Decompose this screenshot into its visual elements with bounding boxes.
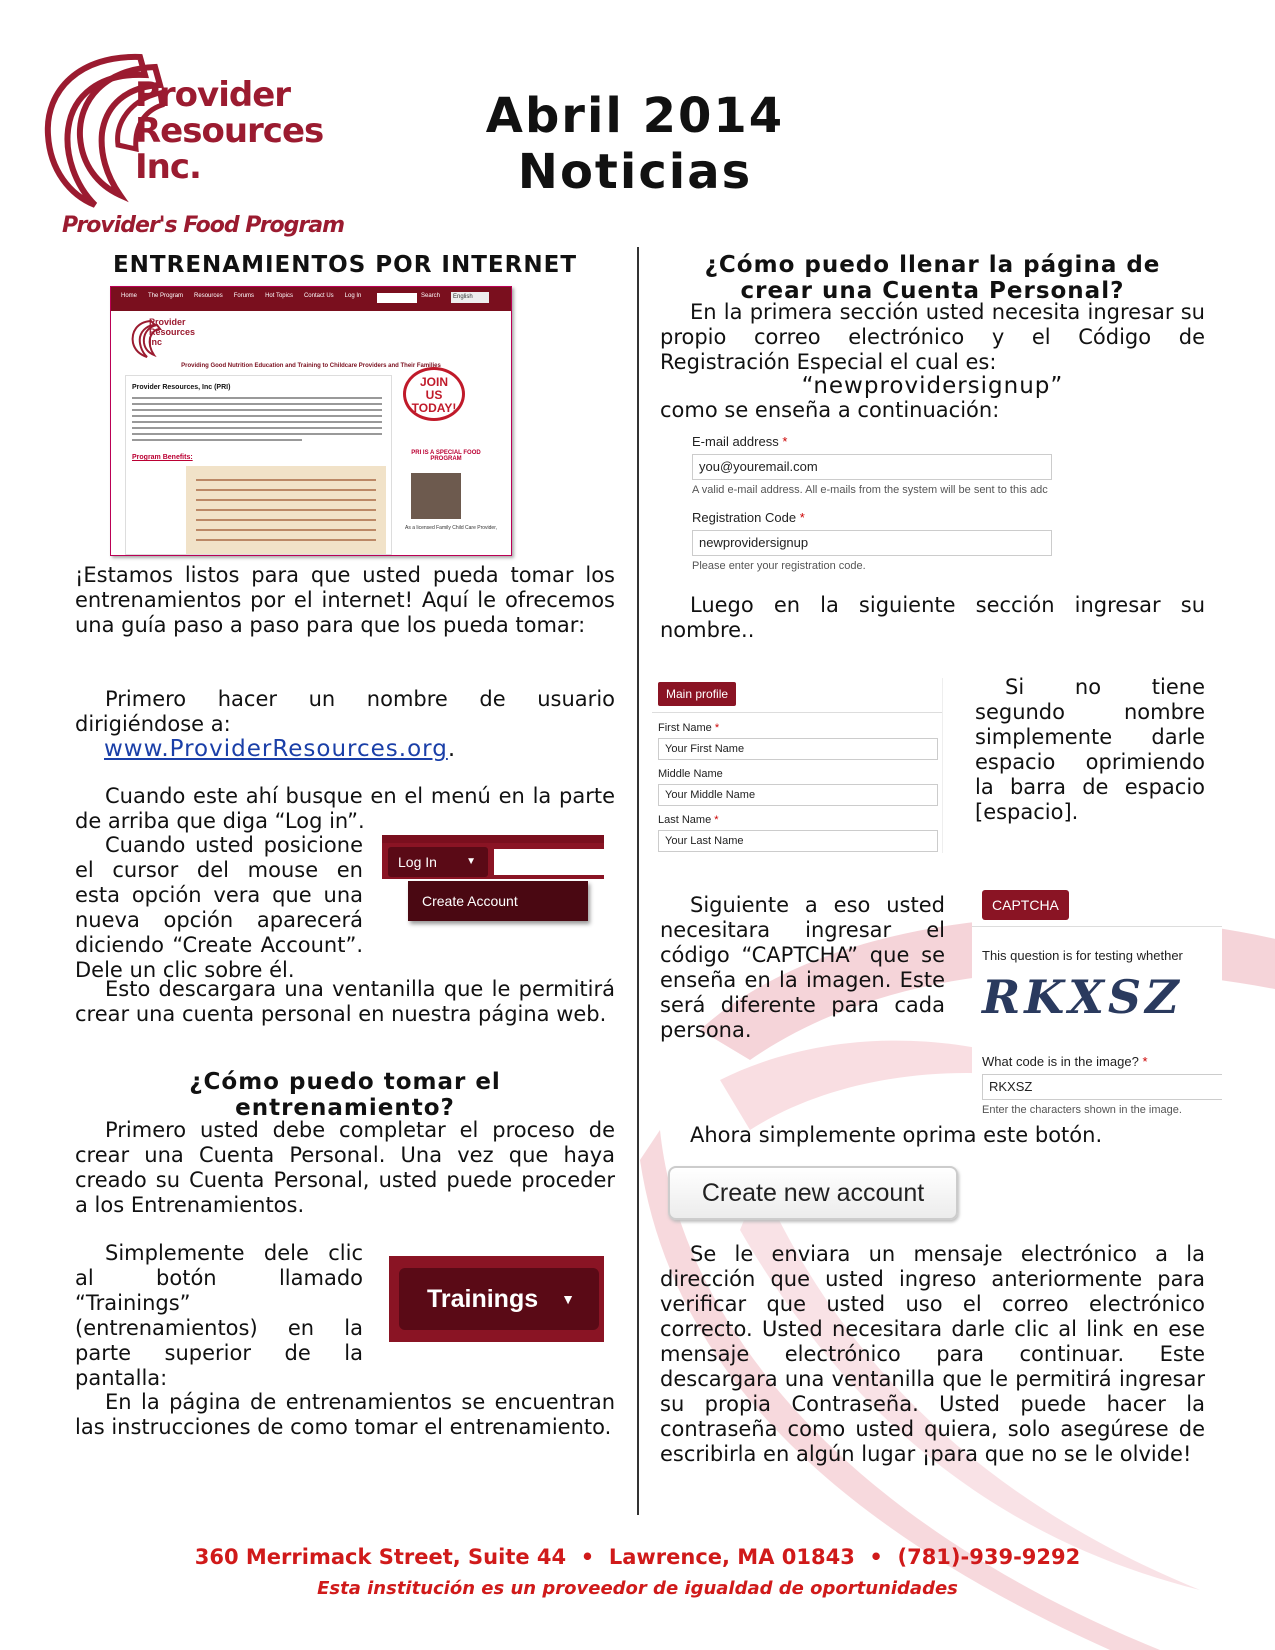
site-nav-item[interactable]: Home: [121, 293, 138, 299]
site-nav-item[interactable]: Log In: [344, 293, 362, 299]
site-search-button[interactable]: Search: [421, 293, 441, 299]
registration-code-text: “newprovidersignup”: [801, 373, 1064, 399]
captcha-prompt: What code is in the image? *: [982, 1054, 1148, 1069]
email-hint: A valid e-mail address. All e-mails from the system will be sent to this adc: [692, 484, 1048, 496]
website-screenshot: [110, 286, 512, 556]
registration-code-label: Registration Code *: [692, 510, 805, 525]
site-search-box[interactable]: [377, 293, 417, 303]
company-logo: [40, 45, 370, 245]
join-us-badge[interactable]: [403, 367, 465, 421]
right-heading-line-1: ¿Cómo puedo llenar la página de: [704, 252, 1161, 278]
middle-name-field[interactable]: Your Middle Name: [658, 784, 938, 806]
left-paragraph-7: Simplemente dele clic al botón llamado “Trainings” (entrenamientos) en la parte superior de la pantalla:: [75, 1241, 363, 1390]
tab-captcha[interactable]: CAPTCHA: [982, 890, 1069, 920]
right-paragraph-5: Ahora simplemente oprima este botón.: [690, 1123, 1103, 1147]
first-name-field[interactable]: Your First Name: [658, 738, 938, 760]
join-line-1: JOIN: [419, 375, 448, 389]
chevron-down-icon: ▼: [561, 1291, 575, 1307]
left-heading: ENTRENAMIENTOS POR INTERNET: [112, 252, 578, 278]
left-paragraph-5: Esto descargara una ventanilla que le permitirá crear una cuenta personal en nuestra página web.: [75, 977, 615, 1026]
right-paragraph-1: En la primera sección usted necesita ingresar su propio correo electrónico y el Código de Registración Especial el cual es:: [660, 300, 1205, 374]
logo-line-2: Resources: [135, 111, 324, 151]
create-new-account-button[interactable]: Create new account: [668, 1166, 958, 1220]
left-paragraph-6: Primero usted debe completar el proceso de crear una Cuenta Personal. Una vez que haya creado su Cuenta Personal, usted puede proceder a los Entrenamientos.: [75, 1118, 615, 1217]
left-paragraph-8: En la página de entrenamientos se encuentran las instrucciones de como tomar el entrenamiento.: [75, 1390, 615, 1439]
captcha-image: RKXSZ: [982, 970, 1183, 1024]
site-language-select[interactable]: English: [451, 292, 489, 303]
tab-main-profile[interactable]: Main profile: [658, 682, 736, 706]
last-name-field[interactable]: Your Last Name: [658, 830, 938, 852]
join-line-3: TODAY!: [411, 401, 457, 415]
login-search-box[interactable]: [494, 849, 604, 875]
join-line-2: US: [425, 388, 443, 402]
registration-form-screenshot: [692, 430, 1072, 575]
captcha-divider: [972, 926, 1222, 927]
site-article-text-lines: [132, 396, 382, 444]
logo-line-1: Provider: [135, 75, 291, 115]
right-paragraph-4: Siguiente a eso usted necesitara ingresar el código “CAPTCHA” que se enseña en la imagen. Este será diferente para cada persona.: [660, 893, 945, 1042]
trainings-screenshot: [389, 1256, 604, 1342]
site-photo: [411, 473, 461, 519]
flyer-text-lines: [186, 466, 386, 554]
left-paragraph-4: Cuando usted posicione el cursor del mouse en esta opción vera que una nueva opción aparecerá diciendo “Create Account”. Dele un clic sobre él.: [75, 833, 363, 982]
trainings-label: Trainings: [427, 1285, 539, 1313]
tab-divider: [652, 712, 942, 713]
captcha-question: This question is for testing whether: [982, 948, 1183, 963]
last-name-label: Last Name *: [658, 814, 719, 826]
heading-2-line-1: ¿Cómo puedo tomar el: [189, 1069, 501, 1095]
title-date: Abril 2014: [485, 88, 785, 144]
site-navbar: [111, 287, 511, 311]
site-flyer-image: [186, 466, 386, 554]
login-menu-screenshot: [382, 835, 604, 927]
create-account-menu-item[interactable]: Create Account: [408, 881, 588, 921]
column-divider: [637, 247, 639, 1515]
login-label: Log In: [398, 854, 437, 870]
site-nav-item[interactable]: Forums: [233, 293, 255, 299]
site-nav-item[interactable]: The Program: [148, 293, 184, 299]
site-banner: Providing Good Nutrition Education and Training to Childcare Providers and Their Families: [181, 363, 441, 369]
newsletter-title: [440, 88, 830, 200]
site-nav-item[interactable]: Hot Topics: [265, 293, 293, 299]
login-menu-button[interactable]: [388, 847, 488, 877]
captcha-hint: Enter the characters shown in the image.: [982, 1104, 1182, 1116]
logo-tagline: Provider's Food Program: [62, 213, 345, 238]
site-logo-text: Provider Resources Inc: [149, 317, 196, 347]
logo-line-3: Inc.: [135, 147, 201, 187]
right-paragraph-6: Se le enviara un mensaje electrónico a la dirección que usted ingreso anteriormente para verificar que usted uso el correo electrónico correcto. Usted necesitara darle clic al link en ese mensaje electrónico para continuar. Este descargara una ventanilla que le permitirá ingresar su propia Contraseña. Usted puede hacer la contraseña como usted quiera, solo asegúrese de escribirla en algún lugar ¡para que no se le olvide!: [660, 1242, 1205, 1466]
left-paragraph-3: Cuando este ahí busque en el menú en la parte de arriba que diga “Log in”.: [75, 784, 615, 833]
right-paragraph-3: Si no tiene segundo nombre simplemente darle espacio oprimiendo la barra de espacio [espacio].: [975, 675, 1205, 824]
site-nav-item[interactable]: Resources: [194, 293, 223, 299]
right-heading-line-2: crear una Cuenta Personal?: [740, 278, 1125, 304]
link-period: .: [447, 736, 456, 762]
email-field[interactable]: you@youremail.com: [692, 454, 1052, 480]
right-paragraph-1b: como se enseña a continuación:: [660, 398, 1000, 422]
footer-address: 360 Merrimack Street, Suite 44 • Lawrence, MA 01843 • (781)-939-9292: [194, 1545, 1081, 1569]
heading-2-line-2: entrenamiento?: [235, 1095, 455, 1121]
left-paragraph-1: ¡Estamos listos para que usted pueda tomar los entrenamientos por el internet! Aquí le ofrecemos una guía paso a paso para que los pueda tomar:: [75, 563, 615, 637]
right-heading: [660, 252, 1205, 304]
captcha-field[interactable]: RKXSZ: [982, 1074, 1222, 1100]
pri-special-text: PRI IS A SPECIAL FOOD PROGRAM: [411, 450, 481, 462]
email-label: E-mail address *: [692, 434, 788, 449]
website-link[interactable]: www.ProviderResources.org: [104, 736, 448, 762]
registration-code-field[interactable]: newprovidersignup: [692, 530, 1052, 556]
site-nav-item[interactable]: Contact Us: [303, 293, 334, 299]
left-heading-2: [75, 1069, 615, 1121]
site-article-title: Provider Resources, Inc (PRI): [132, 384, 231, 391]
trainings-button[interactable]: [399, 1268, 599, 1330]
login-menu-topbar: [382, 835, 604, 843]
website-link-line: [104, 736, 455, 762]
site-licensed-text: As a licensed Family Child Care Provider,: [405, 525, 497, 531]
captcha-screenshot: [972, 886, 1222, 1121]
site-program-benefits: Program Benefits:: [132, 454, 193, 461]
left-paragraph-2: Primero hacer un nombre de usuario dirigiéndose a:: [75, 687, 615, 736]
first-name-label: First Name *: [658, 722, 720, 734]
right-paragraph-2: Luego en la siguiente sección ingresar su nombre..: [660, 593, 1205, 642]
chevron-down-icon: ▼: [466, 856, 476, 867]
footer-equal-opportunity: Esta institución es un proveedor de igualdad de oportunidades: [317, 1578, 958, 1599]
site-article-box: [125, 375, 392, 555]
title-news: Noticias: [517, 144, 753, 200]
profile-form-screenshot: [652, 678, 943, 853]
registration-code-hint: Please enter your registration code.: [692, 560, 866, 572]
middle-name-label: Middle Name: [658, 768, 723, 780]
